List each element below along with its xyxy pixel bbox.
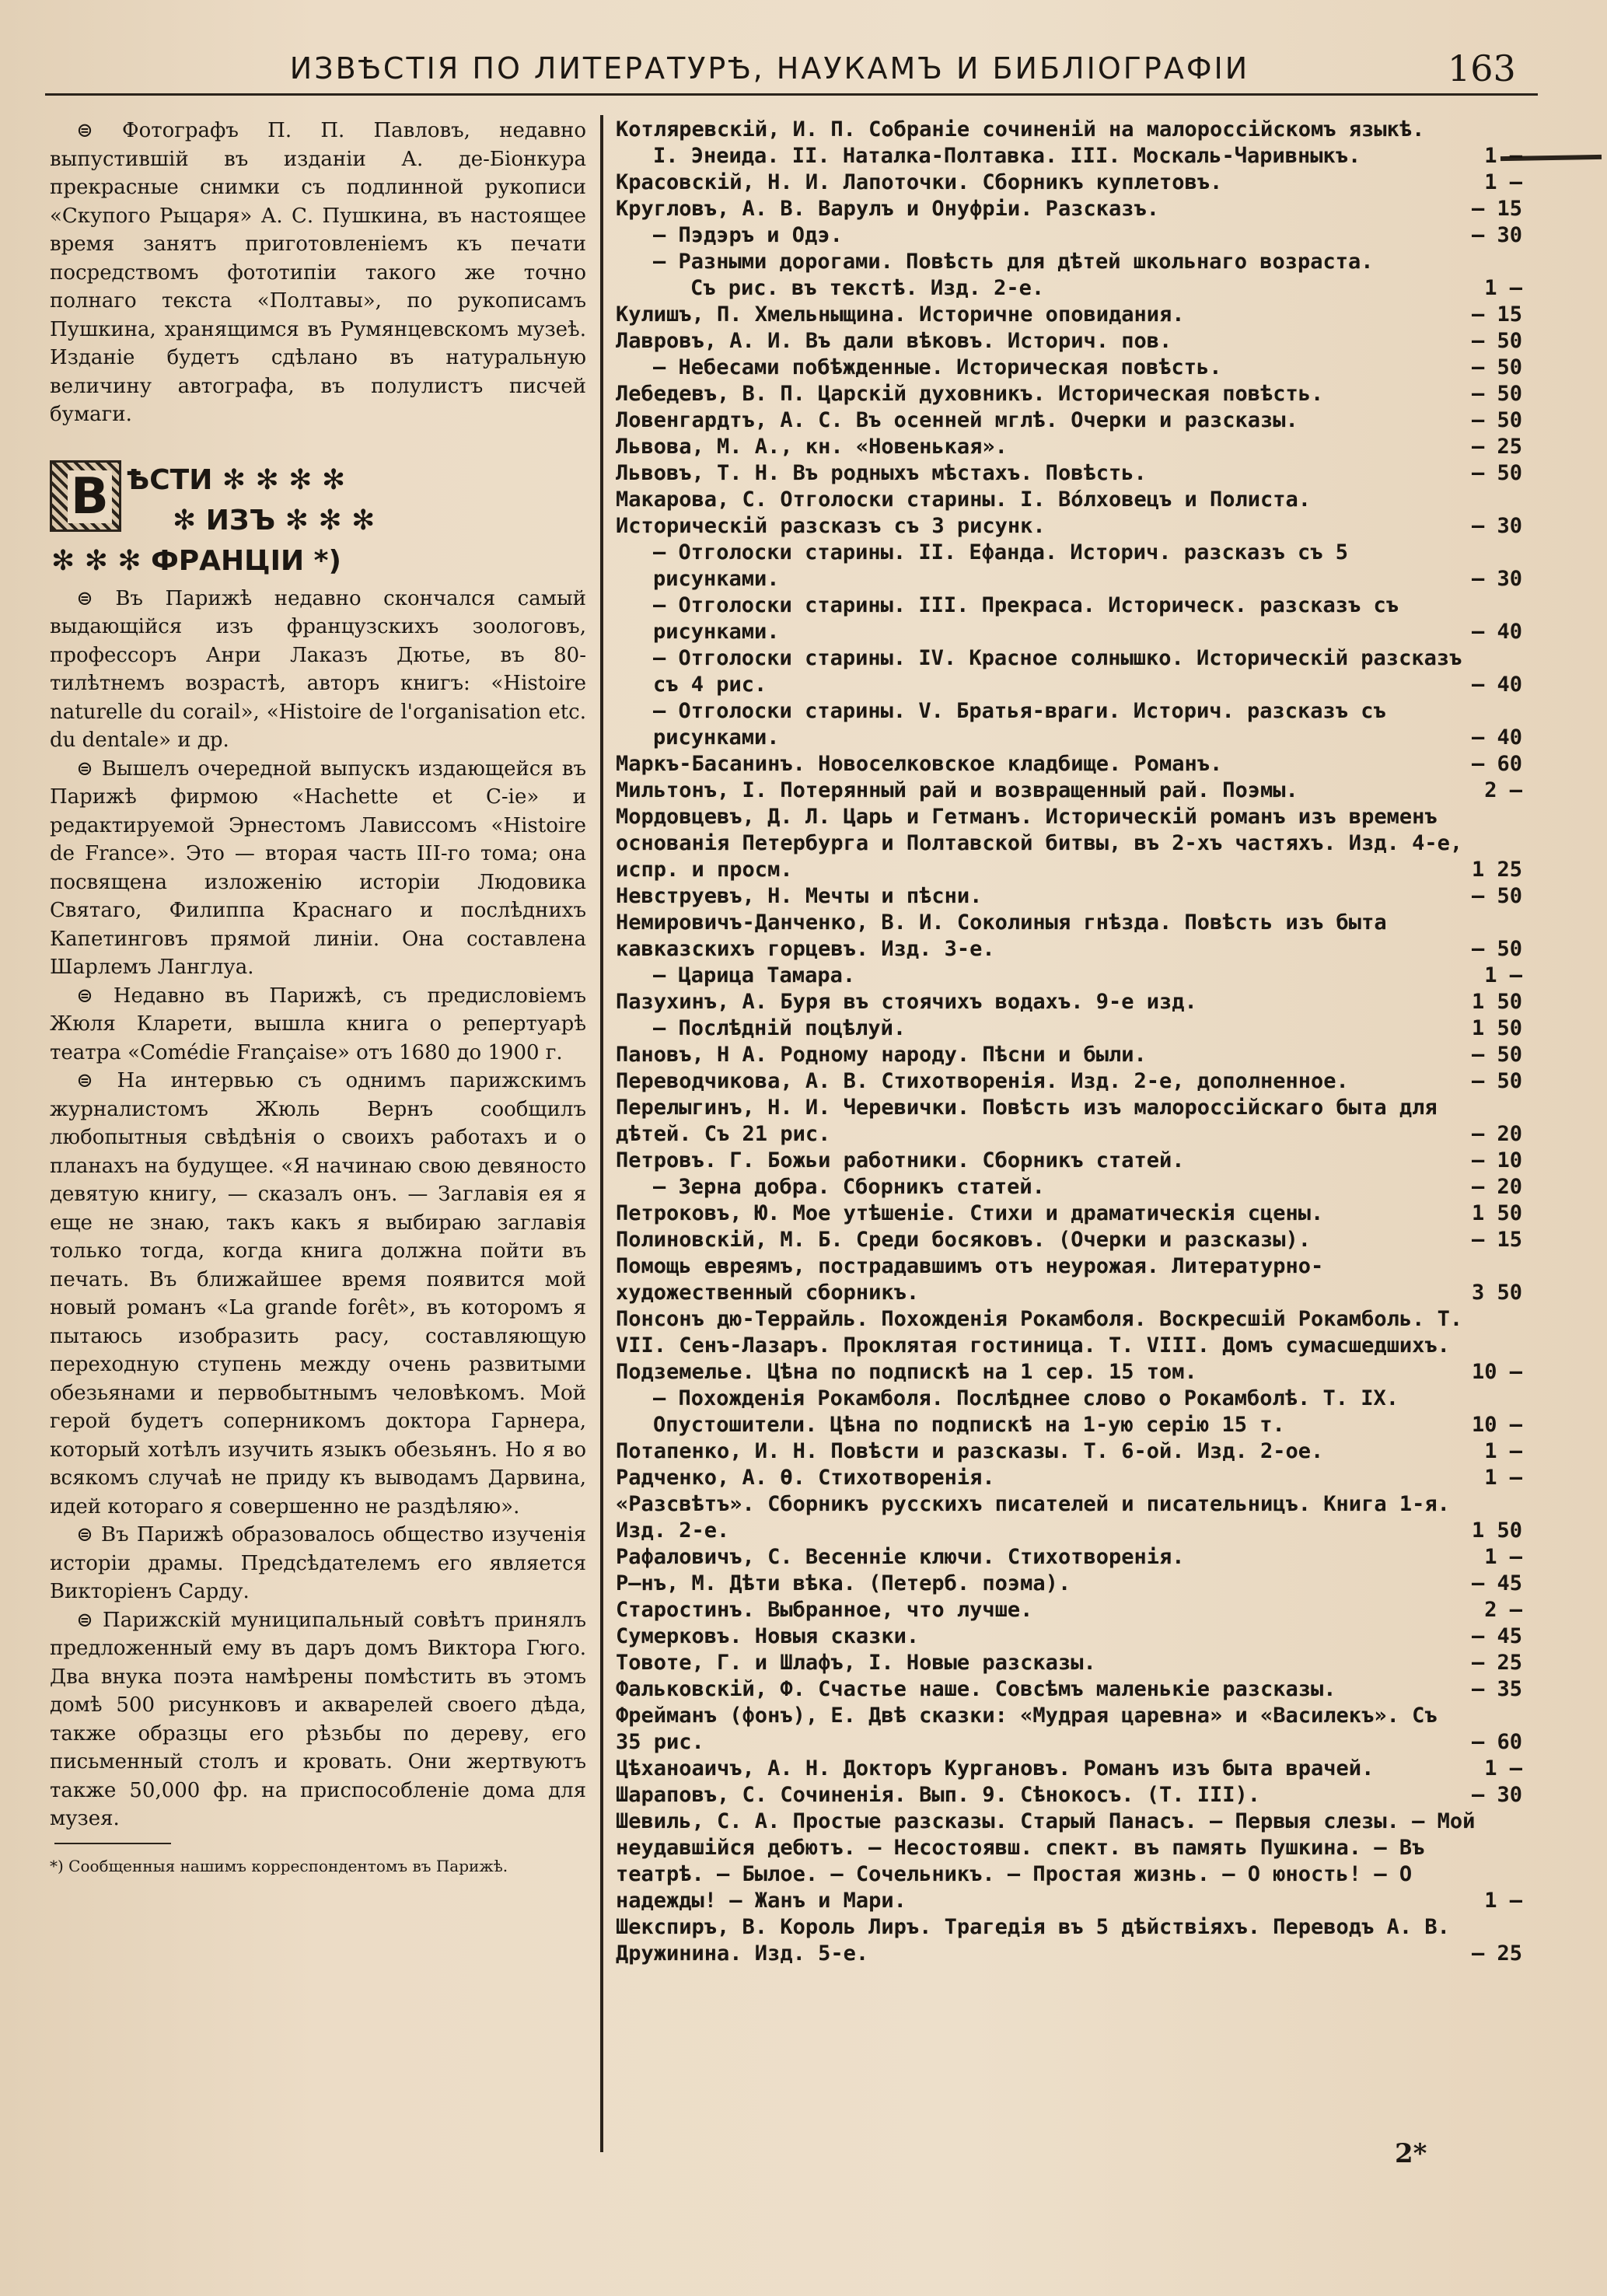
book-entry (616, 487, 1522, 540)
book-entry-text (616, 1148, 1472, 1174)
book-entry-price: 1 25 (1471, 858, 1522, 882)
book-entry-price: — 40 (1471, 673, 1522, 697)
book-entry (616, 1623, 1522, 1650)
book-entry-price: — 20 (1471, 1122, 1522, 1146)
book-entry-text (616, 1438, 1484, 1465)
book-entry (616, 460, 1522, 487)
book-entry-price: — 45 (1471, 1571, 1522, 1595)
book-entry-text (616, 1676, 1472, 1703)
book-entry-price: — 50 (1471, 355, 1522, 379)
book-entry-text (616, 1703, 1472, 1756)
book-entry-text (616, 434, 1472, 460)
page-number: 163 (1448, 47, 1516, 89)
book-entry (616, 1386, 1522, 1438)
book-entry (616, 778, 1522, 804)
book-entry-title: Ловенгардтъ, А. С. Въ осенней мглѣ. Очерки и разсказы. (616, 408, 1298, 432)
book-entry-title: Старостинъ. Выбранное, что лучше. (616, 1598, 1033, 1622)
book-entry-text (616, 963, 1484, 989)
book-entry-title: Понсонъ дю-Террайль. Похожденія Рокамболя. Воскресшій Рокамболь. Т. VII. Сенъ-Лазаръ. Проклятая гостиница. Т. VIII. Домъ сумасшедшихъ. Подземелье. Цѣна по подпискѣ на 1 сер. 15 том. (616, 1307, 1463, 1384)
book-entry (616, 1914, 1522, 1967)
book-entry (616, 355, 1522, 381)
book-entry-title: Котляревскій, И. П. Собраніе сочиненій на малороссійскомъ языкѣ. (616, 117, 1425, 142)
book-entry-text (616, 883, 1472, 910)
signature-mark: 2* (1395, 2138, 1427, 2169)
book-entry-price: — 60 (1471, 1730, 1522, 1754)
book-entry-price: 1 50 (1471, 1016, 1522, 1040)
book-entry (616, 302, 1522, 328)
book-entry-title: — Похожденія Рокамболя. Послѣднее слово о Рокамболѣ. Т. IX. Опустошители. Цѣна по подпискѣ на 1-ую серію 15 т. (653, 1386, 1399, 1437)
book-entry-text (616, 1914, 1472, 1967)
book-entry-title: Фальковскій, Ф. Счастье наше. Совсѣмъ маленькіе разсказы. (616, 1677, 1336, 1701)
book-entry-price: — 30 (1471, 567, 1522, 591)
book-entry-text (616, 1174, 1472, 1200)
book-entry-price: — 50 (1471, 408, 1522, 432)
book-entry-text (616, 1756, 1484, 1782)
book-entry (616, 645, 1522, 698)
book-entry (616, 328, 1522, 355)
book-entry-text (616, 1015, 1472, 1042)
news-paragraph: ⊜ Недавно въ Парижѣ, съ предисловіемъ Жюля Кларети, вышла книга о репертуарѣ театра «Comédie Française» отъ 1680 до 1900 г. (50, 984, 586, 1064)
book-list (616, 117, 1522, 1967)
book-entry-price: — 30 (1471, 514, 1522, 538)
book-entry-title: Рафаловичъ, С. Весенніе ключи. Стихотворенія. (616, 1545, 1185, 1569)
book-entry (616, 249, 1522, 302)
book-entry-text (616, 1544, 1484, 1571)
book-entry-title: Мордовцевъ, Д. Л. Царь и Гетманъ. Историческій романъ изъ временъ основанія Петербурга и Полтавской битвы, въ 2-хъ частяхъ. Изд. 4-е, испр. и просм. (616, 805, 1463, 882)
book-entry (616, 1015, 1522, 1042)
book-entry (616, 540, 1522, 592)
book-entry-price: 2 — (1484, 1598, 1522, 1622)
book-entry-title: Петроковъ, Ю. Мое утѣшеніе. Стихи и драматическія сцены. (616, 1201, 1324, 1225)
book-entry-title: Пазухинъ, А. Буря въ стоячихъ водахъ. 9-е изд. (616, 990, 1197, 1014)
book-entry-price: 1 — (1484, 1439, 1522, 1463)
book-entry-price: 1 — (1484, 144, 1522, 168)
book-entry-title: — Послѣдній поцѣлуй. (653, 1016, 907, 1040)
book-entry (616, 592, 1522, 645)
book-entry-text (616, 249, 1484, 302)
book-entry-text (616, 1306, 1472, 1386)
book-entry-price: 1 50 (1471, 1518, 1522, 1543)
book-entry (616, 883, 1522, 910)
news-paragraph: ⊜ Въ Парижѣ образовалось общество изученія исторіи драмы. Предсѣдателемъ его является Викторіенъ Сарду. (50, 1523, 586, 1603)
book-entry-title: «Разсвѣтъ». Сборникъ русскихъ писателей и писательницъ. Книга 1-я. Изд. 2-е. (616, 1492, 1450, 1543)
book-entry-price: — 10 (1471, 1148, 1522, 1172)
book-entry-title: Лавровъ, А. И. Въ дали вѣковъ. Историч. пов. (616, 329, 1172, 353)
book-entry-title: Шевиль, С. А. Простые разсказы. Старый Панасъ. — Первыя слезы. — Мой неудавшійся дебютъ. — Несостоявш. спект. въ память Пушкина. — Въ театрѣ. — Былое. — Сочельникъ. — Простая жизнь. — О юность! — О надежды! — Жанъ и Мари. (616, 1809, 1476, 1913)
book-entry (616, 222, 1522, 249)
book-entry-title: Макарова, С. Отголоски старины. I. Вóлховецъ и Полиста. Историческій разсказъ съ 3 рисунк. (616, 488, 1312, 538)
column-divider (600, 115, 603, 2152)
book-entry-price: 1 — (1484, 963, 1522, 987)
book-entry-title: — Отголоски старины. II. Ефанда. Историч. разсказъ съ 5 рисунками. (653, 540, 1349, 591)
book-entry (616, 1597, 1522, 1623)
photographer-paragraph: ⊜ Фотографъ П. П. Павловъ, недавно выпустившій въ изданіи А. де-Біонкура прекрасные снимки съ подлинной рукописи «Скупого Рыцаря» А. С. Пушкина, въ настоящее время занятъ приготовленіемъ къ печати посредствомъ фототипіи такого же точно полнаго текста «Полтавы», по рукописамъ Пушкина, хранящимся въ Румянцевскомъ музеѣ. Изданіе будетъ сдѣлано въ натуральную величину автографа, въ полулистъ писчей бумаги. (50, 119, 586, 426)
book-entry-text (616, 540, 1472, 592)
book-entry-text (616, 1253, 1472, 1306)
book-entry (616, 1042, 1522, 1068)
book-entry-text (616, 1491, 1472, 1544)
book-entry (616, 1756, 1522, 1782)
book-entry-text (616, 989, 1472, 1015)
book-entry-title: Перелыгинъ, Н. И. Черевички. Повѣсть изъ малороссійскаго быта для дѣтей. Съ 21 рис. (616, 1096, 1438, 1146)
book-entry-price: — 15 (1471, 197, 1522, 221)
book-entry (616, 1200, 1522, 1227)
footnote-rule (54, 1843, 171, 1844)
book-entry-price: — 30 (1471, 223, 1522, 247)
book-entry-text (616, 1782, 1472, 1808)
book-entry-text (616, 117, 1484, 169)
book-entry-price: — 30 (1471, 1783, 1522, 1807)
news-paragraph: ⊜ Парижскій муниципальный совѣтъ принялъ предложенный ему въ даръ домъ Виктора Гюго. Два внука поэта намѣрены помѣстить въ этомъ домѣ 500 рисунковъ и акварелей своего дѣда, также образцы его рѣзьбы по дереву, его письменный столъ и кровать. Они жертвуютъ также 50,000 фр. на приспособленіе дома для музея. (50, 1608, 586, 1830)
footnote: *) Сообщенныя нашимъ корреспондентомъ въ Парижѣ. (50, 1856, 508, 1875)
book-entry-text (616, 1571, 1472, 1597)
book-entry-title: Шекспиръ, В. Король Лиръ. Трагедія въ 5 дѣйствіяхъ. Переводъ А. В. Дружинина. Изд. 5-е. (616, 1915, 1450, 1966)
book-entry-text (616, 407, 1472, 434)
book-entry-price: 1 50 (1471, 990, 1522, 1014)
book-entry-price: — 50 (1471, 1069, 1522, 1093)
book-entry (616, 1703, 1522, 1756)
book-entry-price: — 50 (1471, 1043, 1522, 1067)
section-title-line-1: ѢСТИ ✻ ✻ ✻ ✻ (126, 463, 346, 496)
book-entry-price: — 25 (1471, 435, 1522, 459)
book-entry (616, 1253, 1522, 1306)
book-entry-title: — Царица Тамара. (653, 963, 856, 987)
book-entry (616, 698, 1522, 751)
book-entry-title: — Пэдэръ и Одэ. (653, 223, 843, 247)
book-entry (616, 1808, 1522, 1914)
book-entry-continuation: Съ рис. въ текстѣ. Изд. 2-е. (690, 276, 1045, 300)
book-entry-text (616, 1200, 1472, 1227)
book-entry-title: — Небесами побѣжденные. Историческая повѣсть. (653, 355, 1222, 379)
running-header: ИЗВѢСТІЯ ПО ЛИТЕРАТУРѢ, НАУКАМЪ И БИБЛІОГРАФІИ (289, 51, 1250, 86)
book-entry (616, 434, 1522, 460)
book-entry-price: 3 50 (1471, 1281, 1522, 1305)
book-entry (616, 169, 1522, 196)
book-entry-price: — 15 (1471, 302, 1522, 327)
book-entry-price: 1 — (1484, 1466, 1522, 1490)
book-entry-title: Кулишъ, П. Хмельныщина. Историчне оповидания. (616, 302, 1185, 327)
book-entry-text (616, 1227, 1472, 1253)
book-entry-title: — Отголоски старины. V. Братья-враги. Историч. разсказъ съ рисунками. (653, 699, 1386, 750)
book-entry-text (616, 328, 1472, 355)
book-entry-text (616, 169, 1484, 196)
book-entry-title: Сумерковъ. Новыя сказки. (616, 1624, 920, 1648)
book-entry-price: — 15 (1471, 1228, 1522, 1252)
book-entry-text (616, 1042, 1472, 1068)
book-entry-text (616, 1650, 1472, 1676)
book-entry (616, 1068, 1522, 1095)
book-entry-price: 1 50 (1471, 1201, 1522, 1225)
book-entry-text (616, 751, 1472, 778)
book-entry (616, 407, 1522, 434)
book-entry-price: — 50 (1471, 937, 1522, 961)
section-title-line-2: ✻ ИЗЪ ✻ ✻ ✻ (173, 504, 376, 536)
book-entry-price: — 50 (1471, 382, 1522, 406)
book-entry-text (616, 910, 1472, 963)
book-entry (616, 381, 1522, 407)
book-entry-price: — 45 (1471, 1624, 1522, 1648)
book-entry-title: — Отголоски старины. IV. Красное солнышко. Историческій разсказъ съ 4 рис. (653, 646, 1462, 697)
book-entry-title: Невструевъ, Н. Мечты и пѣсни. (616, 884, 983, 908)
book-entry (616, 1465, 1522, 1491)
book-entry-text (616, 381, 1472, 407)
book-entry-title: Пановъ, Н А. Родному народу. Пѣсни и были. (616, 1043, 1147, 1067)
book-entry-text (616, 1465, 1484, 1491)
header-rule (45, 93, 1538, 96)
decorated-initial (50, 460, 121, 532)
book-entry-text (616, 1095, 1472, 1148)
book-entry-title: Р—нъ, М. Дѣти вѣка. (Петерб. поэма). (616, 1571, 1071, 1595)
book-entry (616, 989, 1522, 1015)
book-entry (616, 1306, 1522, 1386)
book-entry-text (616, 196, 1472, 222)
book-entry-title: Шараповъ, С. Сочиненія. Вып. 9. Сѣнокосъ. (Т. III). (616, 1783, 1261, 1807)
book-entry (616, 1227, 1522, 1253)
book-entry-text (616, 355, 1472, 381)
book-entry-text (616, 1623, 1472, 1650)
book-entry-text (616, 302, 1472, 328)
book-entry-price: 1 — (1484, 170, 1522, 194)
book-entry-title: — Зерна добра. Сборникъ статей. (653, 1175, 1045, 1199)
book-entry-title: Переводчикова, А. В. Стихотворенія. Изд. 2-е, дополненное. (616, 1069, 1349, 1093)
book-entry-price: — 40 (1471, 725, 1522, 750)
book-entry-price: — 40 (1471, 620, 1522, 644)
book-entry-price: 10 — (1471, 1413, 1522, 1437)
book-entry-text (616, 487, 1472, 540)
book-entry (616, 910, 1522, 963)
book-entry-title: Львовъ, Т. Н. Въ родныхъ мѣстахъ. Повѣсть. (616, 461, 1147, 485)
section-heading (50, 460, 586, 585)
book-entry-title: Красовскій, Н. И. Лапоточки. Сборникъ куплетовъ. (616, 170, 1223, 194)
book-entry-title: — Отголоски старины. III. Прекраса. Историческ. разсказъ съ рисунками. (653, 593, 1399, 644)
book-entry (616, 1571, 1522, 1597)
book-entry-title: Потапенко, И. Н. Повѣсти и разсказы. Т. 6-ой. Изд. 2-ое. (616, 1439, 1324, 1463)
book-entry (616, 1095, 1522, 1148)
book-entry-price: 1 — (1484, 1756, 1522, 1781)
book-entry-continuation: I. Энеида. II. Наталка-Полтавка. III. Москаль-Чаривныкъ. (653, 144, 1361, 168)
book-entry (616, 1491, 1522, 1544)
book-entry-text (616, 1808, 1484, 1914)
book-entry-text (616, 698, 1472, 751)
book-entry-text (616, 460, 1472, 487)
book-entry-text (616, 1386, 1472, 1438)
book-entry (616, 1174, 1522, 1200)
book-entry-price: 1 — (1484, 1889, 1522, 1913)
book-entry-title: Маркъ-Басанинъ. Новоселковское кладбище. Романъ. (616, 752, 1223, 776)
book-entry (616, 1148, 1522, 1174)
book-entry-title: Немировичъ-Данченко, В. И. Соколиныя гнѣзда. Повѣсть изъ быта кавказскихъ горцевъ. Изд. 3-е. (616, 910, 1387, 961)
book-entry-title: Цѣханоаичъ, А. Н. Докторъ Кургановъ. Романъ изъ быта врачей. (616, 1756, 1375, 1781)
book-entry (616, 1676, 1522, 1703)
book-entry-title: Кругловъ, А. В. Варулъ и Онуфріи. Разсказъ. (616, 197, 1159, 221)
news-paragraph: ⊜ Вышелъ очередной выпускъ издающейся въ Парижѣ фирмою «Hachette et C-ie» и редактируемой Эрнестомъ Лависсомъ «Histoire de France». Это — вторая часть III-го тома; она посвящена изложенію исторіи Людовика Святаго, Филиппа Краснаго и послѣднихъ Капетинговъ прямой линіи. Она составлена Шарлемъ Ланглуа. (50, 757, 586, 979)
book-entry-price: 10 — (1471, 1360, 1522, 1384)
book-entry (616, 804, 1522, 883)
book-entry-title: Помощь евреямъ, пострадавшимъ отъ неурожая. Литературно-художественный сборникъ. (616, 1254, 1324, 1305)
book-entry-price: — 50 (1471, 461, 1522, 485)
book-entry (616, 963, 1522, 989)
book-entry-title: Товоте, Г. и Шлафъ, I. Новые разсказы. (616, 1651, 1096, 1675)
book-entry-price: 1 — (1484, 276, 1522, 300)
book-entry-price: — 25 (1471, 1651, 1522, 1675)
book-entry-price: 2 — (1484, 778, 1522, 802)
news-paragraph: ⊜ На интервью съ однимъ парижскимъ журналистомъ Жюль Вернъ сообщилъ любопытныя свѣдѣнія о своихъ работахъ и о планахъ на будущее. «Я начинаю свою девяносто девятую книгу, — сказалъ онъ. — Заглавія ея я еще не знаю, такъ какъ я выбираю заглавія только тогда, когда книга должна пойти въ печать. Въ ближайшее время появится мой новый романъ «La grande forêt», въ которомъ я пытаюсь изобразить расу, составляющую переходную ступень между очень развитыми обезьянами и первобытнымъ человѣкомъ. Мой герой будетъ соперникомъ доктора Гарнера, который хотѣлъ изучить языкъ обезьянъ. Но я во всякомъ случаѣ не приду къ выводамъ Дарвина, идей котораго я совершенно не раздѣляю». (50, 1069, 586, 1518)
book-entry (616, 751, 1522, 778)
book-entry-text (616, 1068, 1472, 1095)
book-entry-text (616, 592, 1472, 645)
book-entry-text (616, 645, 1472, 698)
left-column (50, 117, 586, 1877)
news-paragraphs (50, 585, 586, 1833)
book-entry-title: Лебедевъ, В. П. Царскій духовникъ. Историческая повѣсть. (616, 382, 1324, 406)
book-entry-title: Львова, М. А., кн. «Новенькая». (616, 435, 1008, 459)
book-entry-text (616, 804, 1472, 883)
book-entry-title: Полиновскій, М. Б. Среди босяковъ. (Очерки и разсказы). (616, 1228, 1312, 1252)
book-entry-title: Радченко, А. Ѳ. Стихотворенія. (616, 1466, 995, 1490)
book-entry (616, 1438, 1522, 1465)
book-entry (616, 1782, 1522, 1808)
book-entry-price: — 35 (1471, 1677, 1522, 1701)
book-entry-text (616, 1597, 1484, 1623)
section-title-line-3: ✻ ✻ ✻ ФРАНЦІИ *) (51, 544, 341, 577)
book-entry-price: — 50 (1471, 329, 1522, 353)
book-entry-price: — 25 (1471, 1941, 1522, 1966)
book-entry-text (616, 778, 1484, 804)
book-entry (616, 1650, 1522, 1676)
book-entry-title: Мильтонъ, I. Потерянный рай и возвращенный рай. Поэмы. (616, 778, 1298, 802)
book-entry-price: — 20 (1471, 1175, 1522, 1199)
book-entry-title: — Разными дорогами. Повѣсть для дѣтей школьнаго возраста. (653, 250, 1374, 274)
book-entry-title: Фрейманъ (фонъ), Е. Двѣ сказки: «Мудрая царевна» и «Василекъ». Съ 35 рис. (616, 1704, 1438, 1754)
book-entry (616, 117, 1522, 169)
book-entry (616, 1544, 1522, 1571)
initial-letter: В (68, 470, 112, 523)
book-entry-text (616, 222, 1472, 249)
book-entry (616, 196, 1522, 222)
section-title (51, 460, 376, 582)
book-entry-title: Петровъ. Г. Божьи работники. Сборникъ статей. (616, 1148, 1185, 1172)
book-entry-price: 1 — (1484, 1545, 1522, 1569)
book-entry-price: — 60 (1471, 752, 1522, 776)
news-paragraph: ⊜ Въ Парижѣ недавно скончался самый выдающійся изъ французскихъ зоологовъ, профессоръ Анри Лаказъ Дютье, въ 80-тилѣтнемъ возрастѣ, авторъ книгъ: «Histoire naturelle du corail», «Histoire de l'organisation etc. du dentale» и др. (50, 586, 586, 752)
book-entry-price: — 50 (1471, 884, 1522, 908)
